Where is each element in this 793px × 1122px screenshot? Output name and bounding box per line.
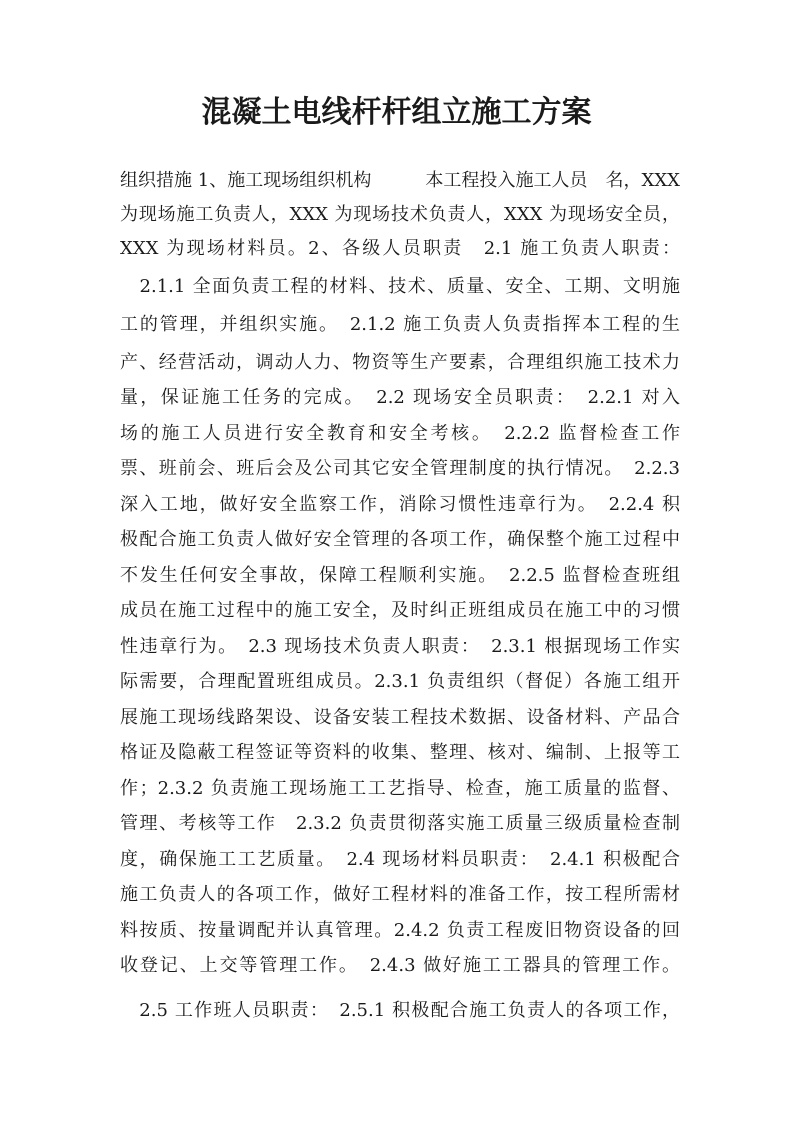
body-line: 工的管理，并组织实施。 2.1.2 施工负责人负责指挥本工程的生 (120, 314, 680, 335)
body-line: 场的施工人员进行安全教育和安全考核。 2.2.2 监督检查工作 (120, 423, 680, 444)
body-line: 管理、考核等工作 2.3.2 负责贯彻落实施工质量三级质量检查制 (120, 813, 680, 834)
body-line: 展施工现场线路架设、设备安装工程技术数据、设备材料、产品合 (120, 707, 680, 728)
body-line: 际需要，合理配置班组成员。2.3.1 负责组织（督促）各施工组开 (120, 671, 680, 692)
body-line: 2.1.1 全面负责工程的材料、技术、质量、安全、工期、文明施 (120, 276, 680, 297)
body-line: 量，保证施工任务的完成。 2.2 现场安全员职责： 2.2.1 对入 (120, 387, 680, 408)
body-line: 2.5 工作班人员职责： 2.5.1 积极配合施工负责人的各项工作， (120, 1000, 680, 1021)
body-line: 票、班前会、班后会及公司其它安全管理制度的执行情况。 2.2.3 (120, 458, 680, 479)
body-line: 为现场施工负责人，XXX 为现场技术负责人，XXX 为现场安全员， (120, 204, 680, 225)
body-line: 格证及隐蔽工程签证等资料的收集、整理、核对、编制、上报等工 (120, 742, 680, 763)
body-line: 度，确保施工工艺质量。 2.4 现场材料员职责： 2.4.1 积极配合 (120, 849, 680, 870)
body-line: 成员在施工过程中的施工安全，及时纠正班组成员在施工中的习惯 (120, 600, 680, 621)
body-line: 性违章行为。 2.3 现场技术负责人职责： 2.3.1 根据现场工作实 (120, 636, 680, 657)
body-line: 极配合施工负责人做好安全管理的各项工作，确保整个施工过程中 (120, 529, 680, 550)
body-line: 产、经营活动，调动人力、物资等生产要素，合理组织施工技术力 (120, 352, 680, 373)
body-line: 施工负责人的各项工作，做好工程材料的准备工作，按工程所需材 (120, 884, 680, 905)
body-line: 组织措施 1、施工现场组织机构 本工程投入施工人员 名，XXX (120, 170, 680, 191)
body-line: 作；2.3.2 负责施工现场施工工艺指导、检查，施工质量的监督、 (120, 778, 680, 799)
body-line: 深入工地，做好安全监察工作，消除习惯性违章行为。 2.2.4 积 (120, 494, 680, 515)
body-line: 收登记、上交等管理工作。 2.4.3 做好施工工器具的管理工作。 (120, 955, 680, 976)
body-line: XXX 为现场材料员。2、各级人员职责 2.1 施工负责人职责： (120, 238, 680, 259)
body-line: 不发生任何安全事故，保障工程顺利实施。 2.2.5 监督检查班组 (120, 565, 680, 586)
document-title: 混凝土电线杆杆组立施工方案 (201, 95, 592, 130)
body-line: 料按质、按量调配并认真管理。2.4.2 负责工程废旧物资设备的回 (120, 920, 680, 941)
